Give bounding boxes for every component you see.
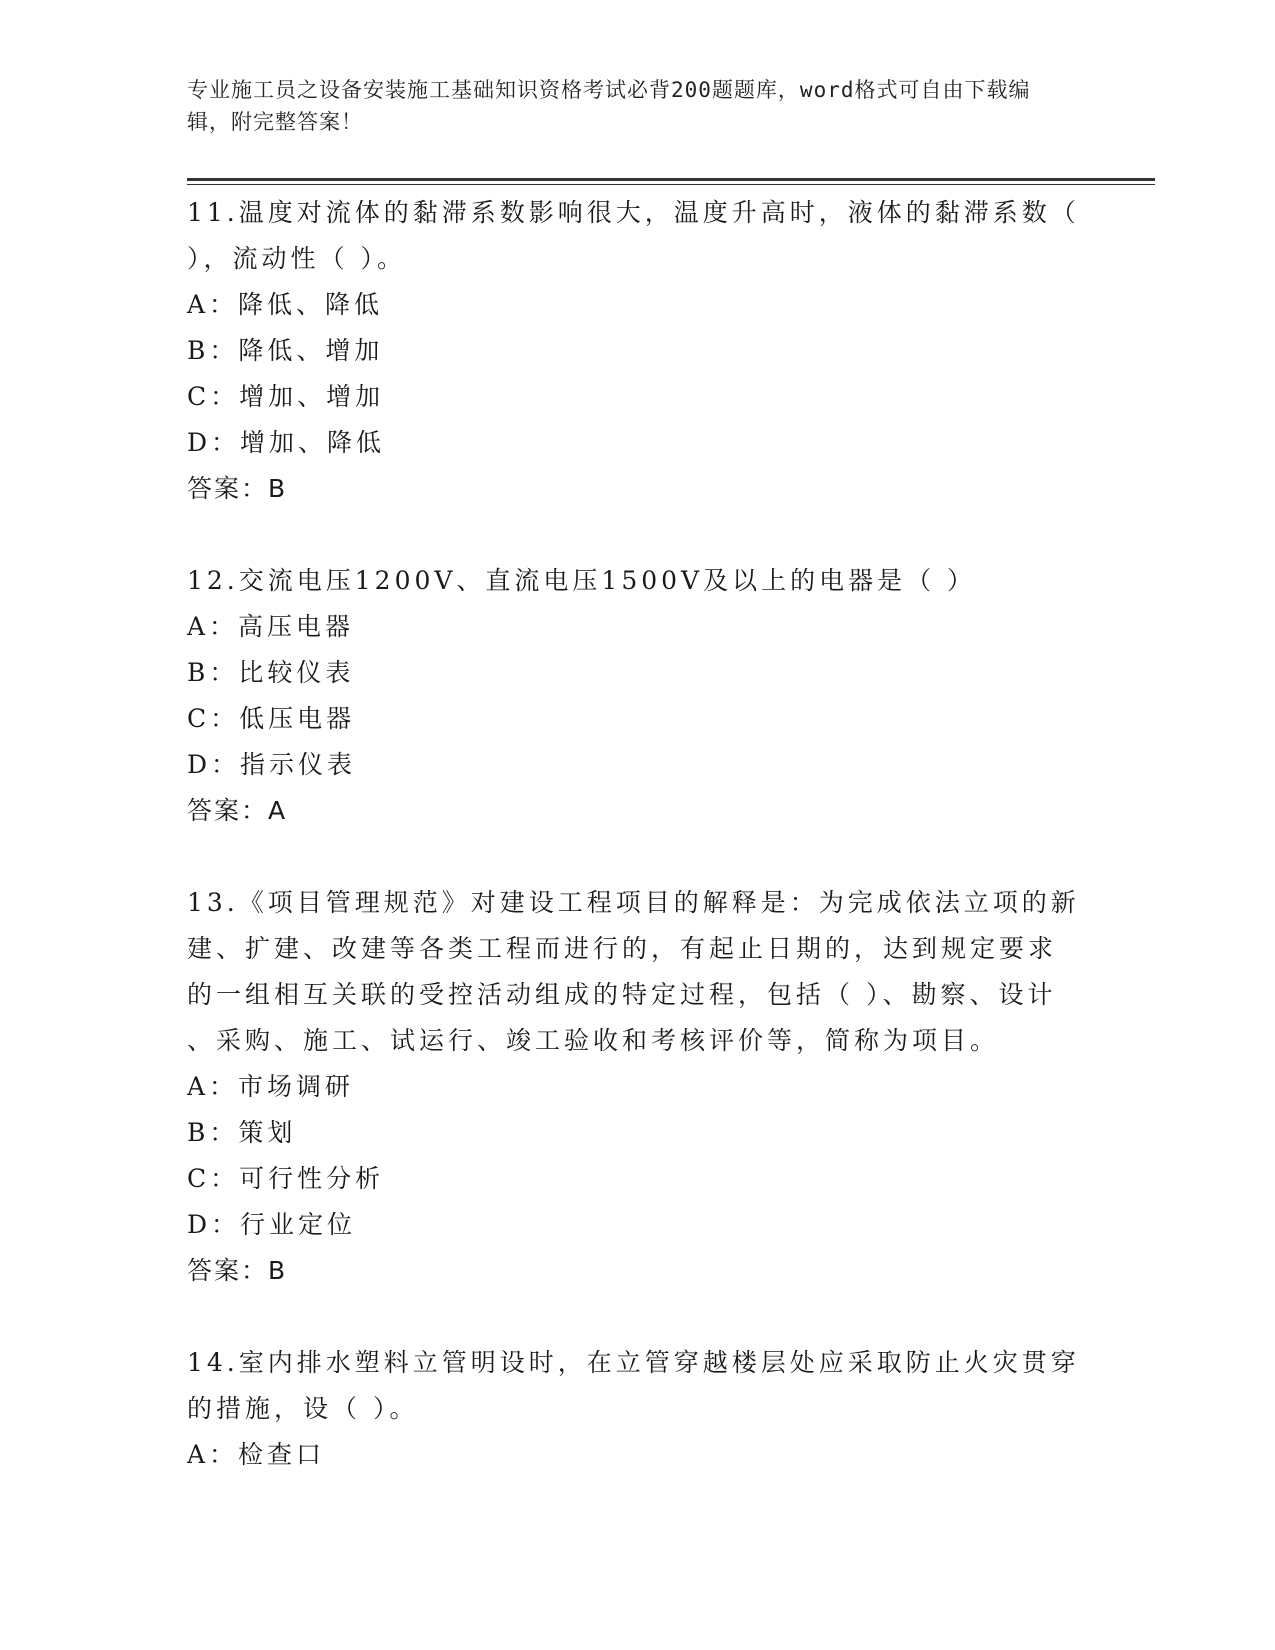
header-divider-thin [187,184,1155,185]
option-a: A：市场调研 [187,1072,355,1101]
question-11 [187,190,1087,512]
option-a: A：高压电器 [187,612,355,641]
question-stem-line: ），流动性（ ）。 [187,244,406,273]
question-stem-line: 14.室内排水塑料立管明设时，在立管穿越楼层处应采取防止火灾贯穿 [187,1348,1080,1377]
header-divider-thick [187,178,1155,181]
option-c: C：低压电器 [187,704,356,733]
option-b: B：降低、增加 [187,336,384,365]
option-a: A：检查口 [187,1440,326,1469]
question-12 [187,558,1087,834]
option-d: D：增加、降低 [187,428,386,457]
answer-line: 答案：B [187,1256,288,1285]
question-14 [187,1340,1087,1478]
question-13 [187,880,1087,1294]
answer-line: 答案：A [187,796,288,825]
option-d: D：行业定位 [187,1210,357,1239]
option-d: D：指示仪表 [187,750,357,779]
question-stem-line: 12.交流电压1200V、直流电压1500V及以上的电器是（ ） [187,566,977,595]
question-stem-line: 、采购、施工、试运行、竣工验收和考核评价等，简称为项目。 [187,1026,1000,1055]
question-stem-line: 的一组相互关联的受控活动组成的特定过程，包括（ ）、勘察、设计 [187,980,1057,1009]
question-list [187,190,1087,1524]
option-a: A：降低、降低 [187,290,384,319]
option-c: C：可行性分析 [187,1164,385,1193]
answer-line: 答案：B [187,474,288,503]
document-header: 专业施工员之设备安装施工基础知识资格考试必背200题题库，word格式可自由下载编辑，附完整答案！ [187,78,1031,134]
option-b: B：策划 [187,1118,297,1147]
question-stem-line: 建、扩建、改建等各类工程而进行的，有起止日期的，达到规定要求 [187,934,1058,963]
option-b: B：比较仪表 [187,658,355,687]
question-stem-line: 13.《项目管理规范》对建设工程项目的解释是：为完成依法立项的新 [187,888,1080,917]
option-c: C：增加、增加 [187,382,385,411]
question-stem-line: 11.温度对流体的黏滞系数影响很大，温度升高时，液体的黏滞系数（ [187,198,1080,227]
question-stem-line: 的措施，设（ ）。 [187,1394,419,1423]
